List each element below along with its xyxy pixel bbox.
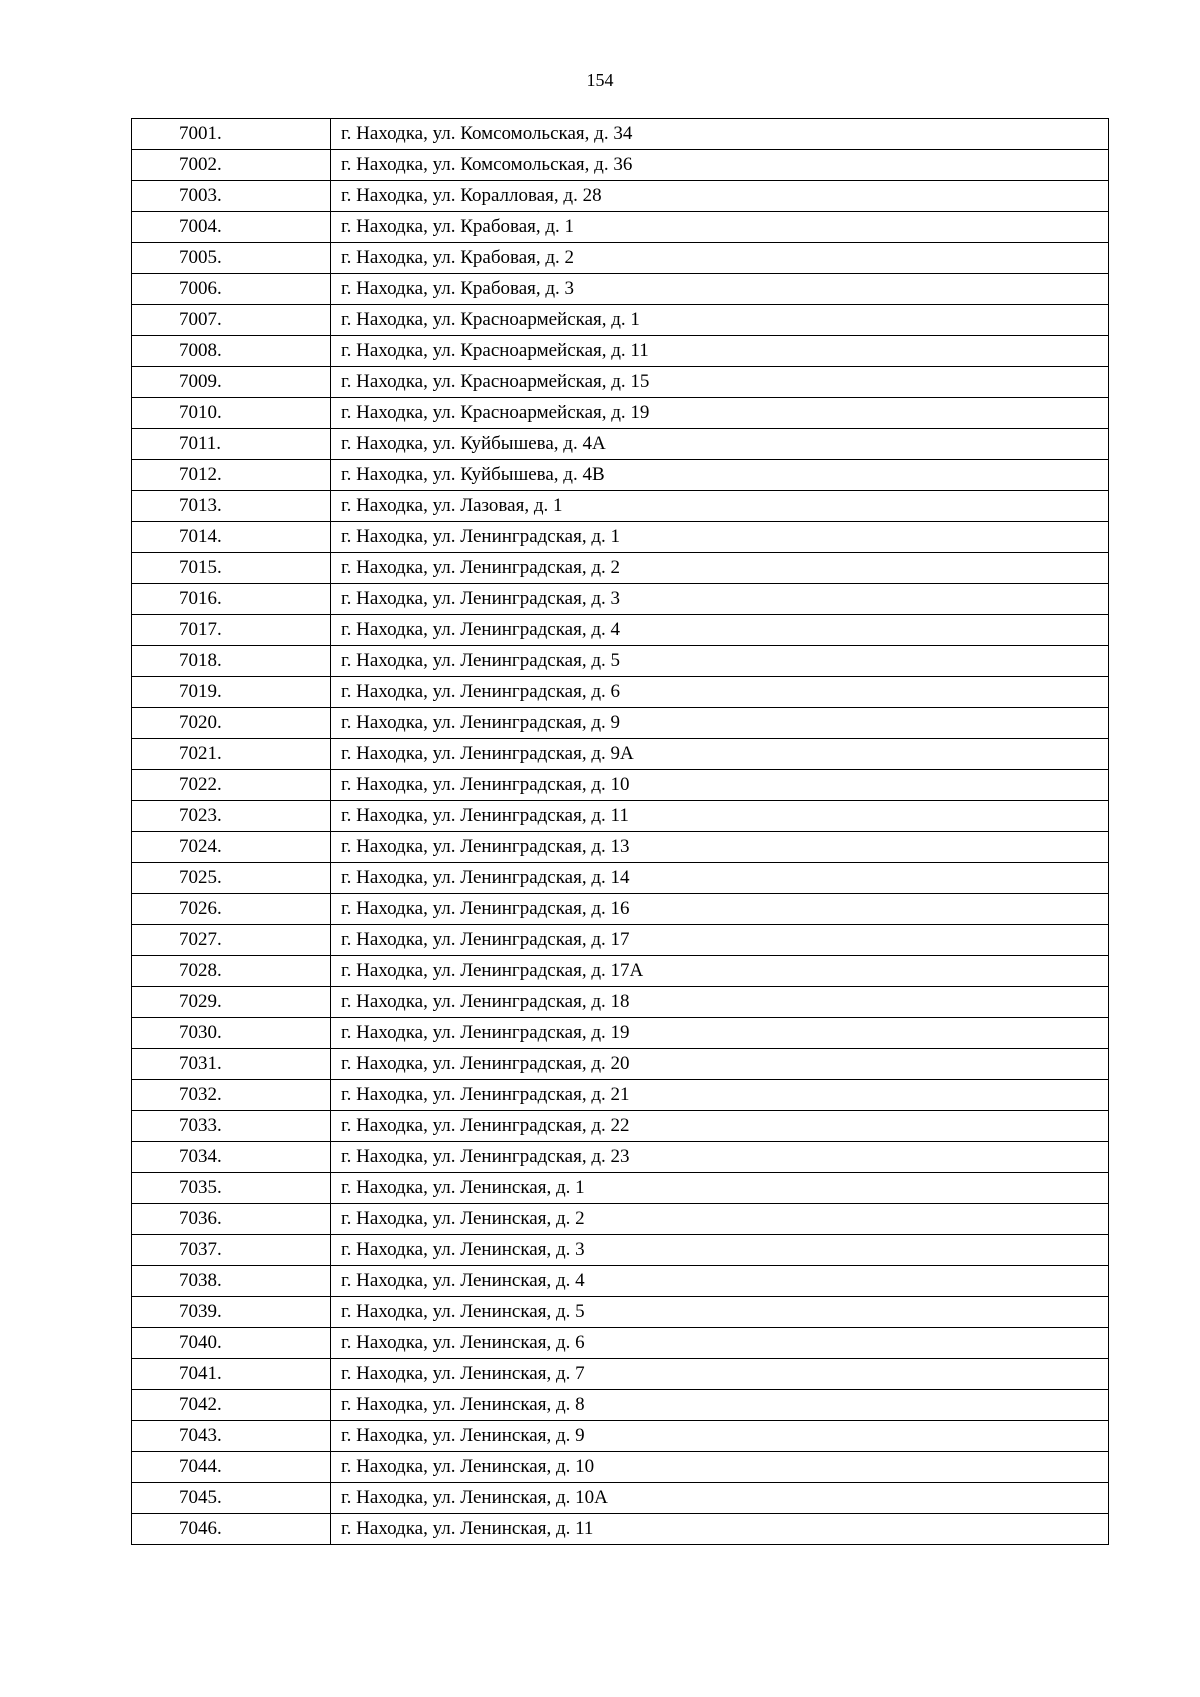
address-cell: г. Находка, ул. Ленинградская, д. 22 — [331, 1111, 1109, 1142]
address-cell: г. Находка, ул. Ленинградская, д. 11 — [331, 801, 1109, 832]
row-number-cell: 7039. — [132, 1297, 331, 1328]
address-cell: г. Находка, ул. Комсомольская, д. 34 — [331, 119, 1109, 150]
table-row — [132, 460, 1109, 491]
row-number-cell: 7003. — [132, 181, 331, 212]
address-cell: г. Находка, ул. Ленинградская, д. 17 — [331, 925, 1109, 956]
table-row — [132, 553, 1109, 584]
address-cell: г. Находка, ул. Ленинская, д. 11 — [331, 1514, 1109, 1545]
address-cell: г. Находка, ул. Ленинградская, д. 1 — [331, 522, 1109, 553]
row-number-cell: 7001. — [132, 119, 331, 150]
address-cell: г. Находка, ул. Крабовая, д. 1 — [331, 212, 1109, 243]
row-number-cell: 7017. — [132, 615, 331, 646]
address-cell: г. Находка, ул. Крабовая, д. 2 — [331, 243, 1109, 274]
address-cell: г. Находка, ул. Комсомольская, д. 36 — [331, 150, 1109, 181]
address-cell: г. Находка, ул. Ленинградская, д. 20 — [331, 1049, 1109, 1080]
table-row — [132, 522, 1109, 553]
row-number-cell: 7009. — [132, 367, 331, 398]
table-row — [132, 832, 1109, 863]
address-cell: г. Находка, ул. Красноармейская, д. 11 — [331, 336, 1109, 367]
table-row — [132, 1204, 1109, 1235]
address-cell: г. Находка, ул. Ленинская, д. 5 — [331, 1297, 1109, 1328]
row-number-cell: 7015. — [132, 553, 331, 584]
address-cell: г. Находка, ул. Ленинская, д. 10А — [331, 1483, 1109, 1514]
row-number-cell: 7034. — [132, 1142, 331, 1173]
row-number-cell: 7038. — [132, 1266, 331, 1297]
table-row — [132, 677, 1109, 708]
address-cell: г. Находка, ул. Ленинская, д. 6 — [331, 1328, 1109, 1359]
table-row — [132, 770, 1109, 801]
row-number-cell: 7024. — [132, 832, 331, 863]
table-row — [132, 336, 1109, 367]
address-cell: г. Находка, ул. Красноармейская, д. 19 — [331, 398, 1109, 429]
table-row — [132, 305, 1109, 336]
row-number-cell: 7013. — [132, 491, 331, 522]
table-row — [132, 1328, 1109, 1359]
row-number-cell: 7019. — [132, 677, 331, 708]
table-row — [132, 150, 1109, 181]
table-row — [132, 367, 1109, 398]
address-cell: г. Находка, ул. Ленинградская, д. 9А — [331, 739, 1109, 770]
table-row — [132, 708, 1109, 739]
row-number-cell: 7004. — [132, 212, 331, 243]
row-number-cell: 7020. — [132, 708, 331, 739]
row-number-cell: 7012. — [132, 460, 331, 491]
row-number-cell: 7018. — [132, 646, 331, 677]
address-cell: г. Находка, ул. Лазовая, д. 1 — [331, 491, 1109, 522]
row-number-cell: 7007. — [132, 305, 331, 336]
row-number-cell: 7002. — [132, 150, 331, 181]
table-row — [132, 1514, 1109, 1545]
table-row — [132, 1111, 1109, 1142]
table-row — [132, 1173, 1109, 1204]
row-number-cell: 7036. — [132, 1204, 331, 1235]
table-row — [132, 491, 1109, 522]
table-row — [132, 1266, 1109, 1297]
address-cell: г. Находка, ул. Куйбышева, д. 4А — [331, 429, 1109, 460]
table-row — [132, 1421, 1109, 1452]
address-cell: г. Находка, ул. Ленинградская, д. 17А — [331, 956, 1109, 987]
row-number-cell: 7030. — [132, 1018, 331, 1049]
row-number-cell: 7042. — [132, 1390, 331, 1421]
address-cell: г. Находка, ул. Крабовая, д. 3 — [331, 274, 1109, 305]
address-cell: г. Находка, ул. Ленинградская, д. 13 — [331, 832, 1109, 863]
row-number-cell: 7011. — [132, 429, 331, 460]
address-cell: г. Находка, ул. Ленинградская, д. 9 — [331, 708, 1109, 739]
row-number-cell: 7037. — [132, 1235, 331, 1266]
address-cell: г. Находка, ул. Ленинградская, д. 10 — [331, 770, 1109, 801]
row-number-cell: 7006. — [132, 274, 331, 305]
table-row — [132, 956, 1109, 987]
address-cell: г. Находка, ул. Ленинградская, д. 2 — [331, 553, 1109, 584]
table-row — [132, 398, 1109, 429]
table-row — [132, 119, 1109, 150]
table-row — [132, 1359, 1109, 1390]
table-row — [132, 212, 1109, 243]
row-number-cell: 7005. — [132, 243, 331, 274]
row-number-cell: 7035. — [132, 1173, 331, 1204]
address-cell: г. Находка, ул. Ленинградская, д. 3 — [331, 584, 1109, 615]
row-number-cell: 7010. — [132, 398, 331, 429]
address-cell: г. Находка, ул. Ленинградская, д. 4 — [331, 615, 1109, 646]
address-cell: г. Находка, ул. Ленинская, д. 9 — [331, 1421, 1109, 1452]
table-row — [132, 894, 1109, 925]
address-cell: г. Находка, ул. Ленинская, д. 2 — [331, 1204, 1109, 1235]
row-number-cell: 7023. — [132, 801, 331, 832]
address-cell: г. Находка, ул. Ленинградская, д. 21 — [331, 1080, 1109, 1111]
row-number-cell: 7022. — [132, 770, 331, 801]
address-cell: г. Находка, ул. Ленинская, д. 1 — [331, 1173, 1109, 1204]
page-number: 154 — [586, 70, 614, 90]
table-row — [132, 429, 1109, 460]
address-cell: г. Находка, ул. Ленинградская, д. 14 — [331, 863, 1109, 894]
row-number-cell: 7040. — [132, 1328, 331, 1359]
table-row — [132, 1018, 1109, 1049]
table-row — [132, 1483, 1109, 1514]
address-cell: г. Находка, ул. Ленинградская, д. 5 — [331, 646, 1109, 677]
table-row — [132, 987, 1109, 1018]
address-cell: г. Находка, ул. Ленинская, д. 4 — [331, 1266, 1109, 1297]
address-cell: г. Находка, ул. Ленинградская, д. 6 — [331, 677, 1109, 708]
address-cell: г. Находка, ул. Красноармейская, д. 15 — [331, 367, 1109, 398]
table-row — [132, 925, 1109, 956]
row-number-cell: 7029. — [132, 987, 331, 1018]
address-cell: г. Находка, ул. Ленинградская, д. 18 — [331, 987, 1109, 1018]
table-row — [132, 863, 1109, 894]
row-number-cell: 7043. — [132, 1421, 331, 1452]
address-table-body — [132, 119, 1109, 1545]
row-number-cell: 7028. — [132, 956, 331, 987]
row-number-cell: 7026. — [132, 894, 331, 925]
address-cell: г. Находка, ул. Красноармейская, д. 1 — [331, 305, 1109, 336]
table-row — [132, 1142, 1109, 1173]
table-row — [132, 1297, 1109, 1328]
address-cell: г. Находка, ул. Ленинградская, д. 23 — [331, 1142, 1109, 1173]
table-row — [132, 243, 1109, 274]
address-cell: г. Находка, ул. Ленинградская, д. 19 — [331, 1018, 1109, 1049]
table-row — [132, 274, 1109, 305]
row-number-cell: 7021. — [132, 739, 331, 770]
table-row — [132, 739, 1109, 770]
address-cell: г. Находка, ул. Коралловая, д. 28 — [331, 181, 1109, 212]
row-number-cell: 7045. — [132, 1483, 331, 1514]
table-row — [132, 1080, 1109, 1111]
table-row — [132, 1390, 1109, 1421]
table-row — [132, 584, 1109, 615]
address-cell: г. Находка, ул. Ленинградская, д. 16 — [331, 894, 1109, 925]
address-cell: г. Находка, ул. Ленинская, д. 8 — [331, 1390, 1109, 1421]
table-row — [132, 615, 1109, 646]
address-cell: г. Находка, ул. Куйбышева, д. 4В — [331, 460, 1109, 491]
row-number-cell: 7031. — [132, 1049, 331, 1080]
table-row — [132, 801, 1109, 832]
address-table — [131, 118, 1109, 1545]
row-number-cell: 7027. — [132, 925, 331, 956]
row-number-cell: 7016. — [132, 584, 331, 615]
address-cell: г. Находка, ул. Ленинская, д. 7 — [331, 1359, 1109, 1390]
row-number-cell: 7046. — [132, 1514, 331, 1545]
row-number-cell: 7044. — [132, 1452, 331, 1483]
row-number-cell: 7025. — [132, 863, 331, 894]
row-number-cell: 7008. — [132, 336, 331, 367]
row-number-cell: 7041. — [132, 1359, 331, 1390]
address-cell: г. Находка, ул. Ленинская, д. 3 — [331, 1235, 1109, 1266]
table-row — [132, 646, 1109, 677]
row-number-cell: 7014. — [132, 522, 331, 553]
row-number-cell: 7033. — [132, 1111, 331, 1142]
table-row — [132, 181, 1109, 212]
address-cell: г. Находка, ул. Ленинская, д. 10 — [331, 1452, 1109, 1483]
table-row — [132, 1049, 1109, 1080]
row-number-cell: 7032. — [132, 1080, 331, 1111]
table-row — [132, 1235, 1109, 1266]
table-row — [132, 1452, 1109, 1483]
